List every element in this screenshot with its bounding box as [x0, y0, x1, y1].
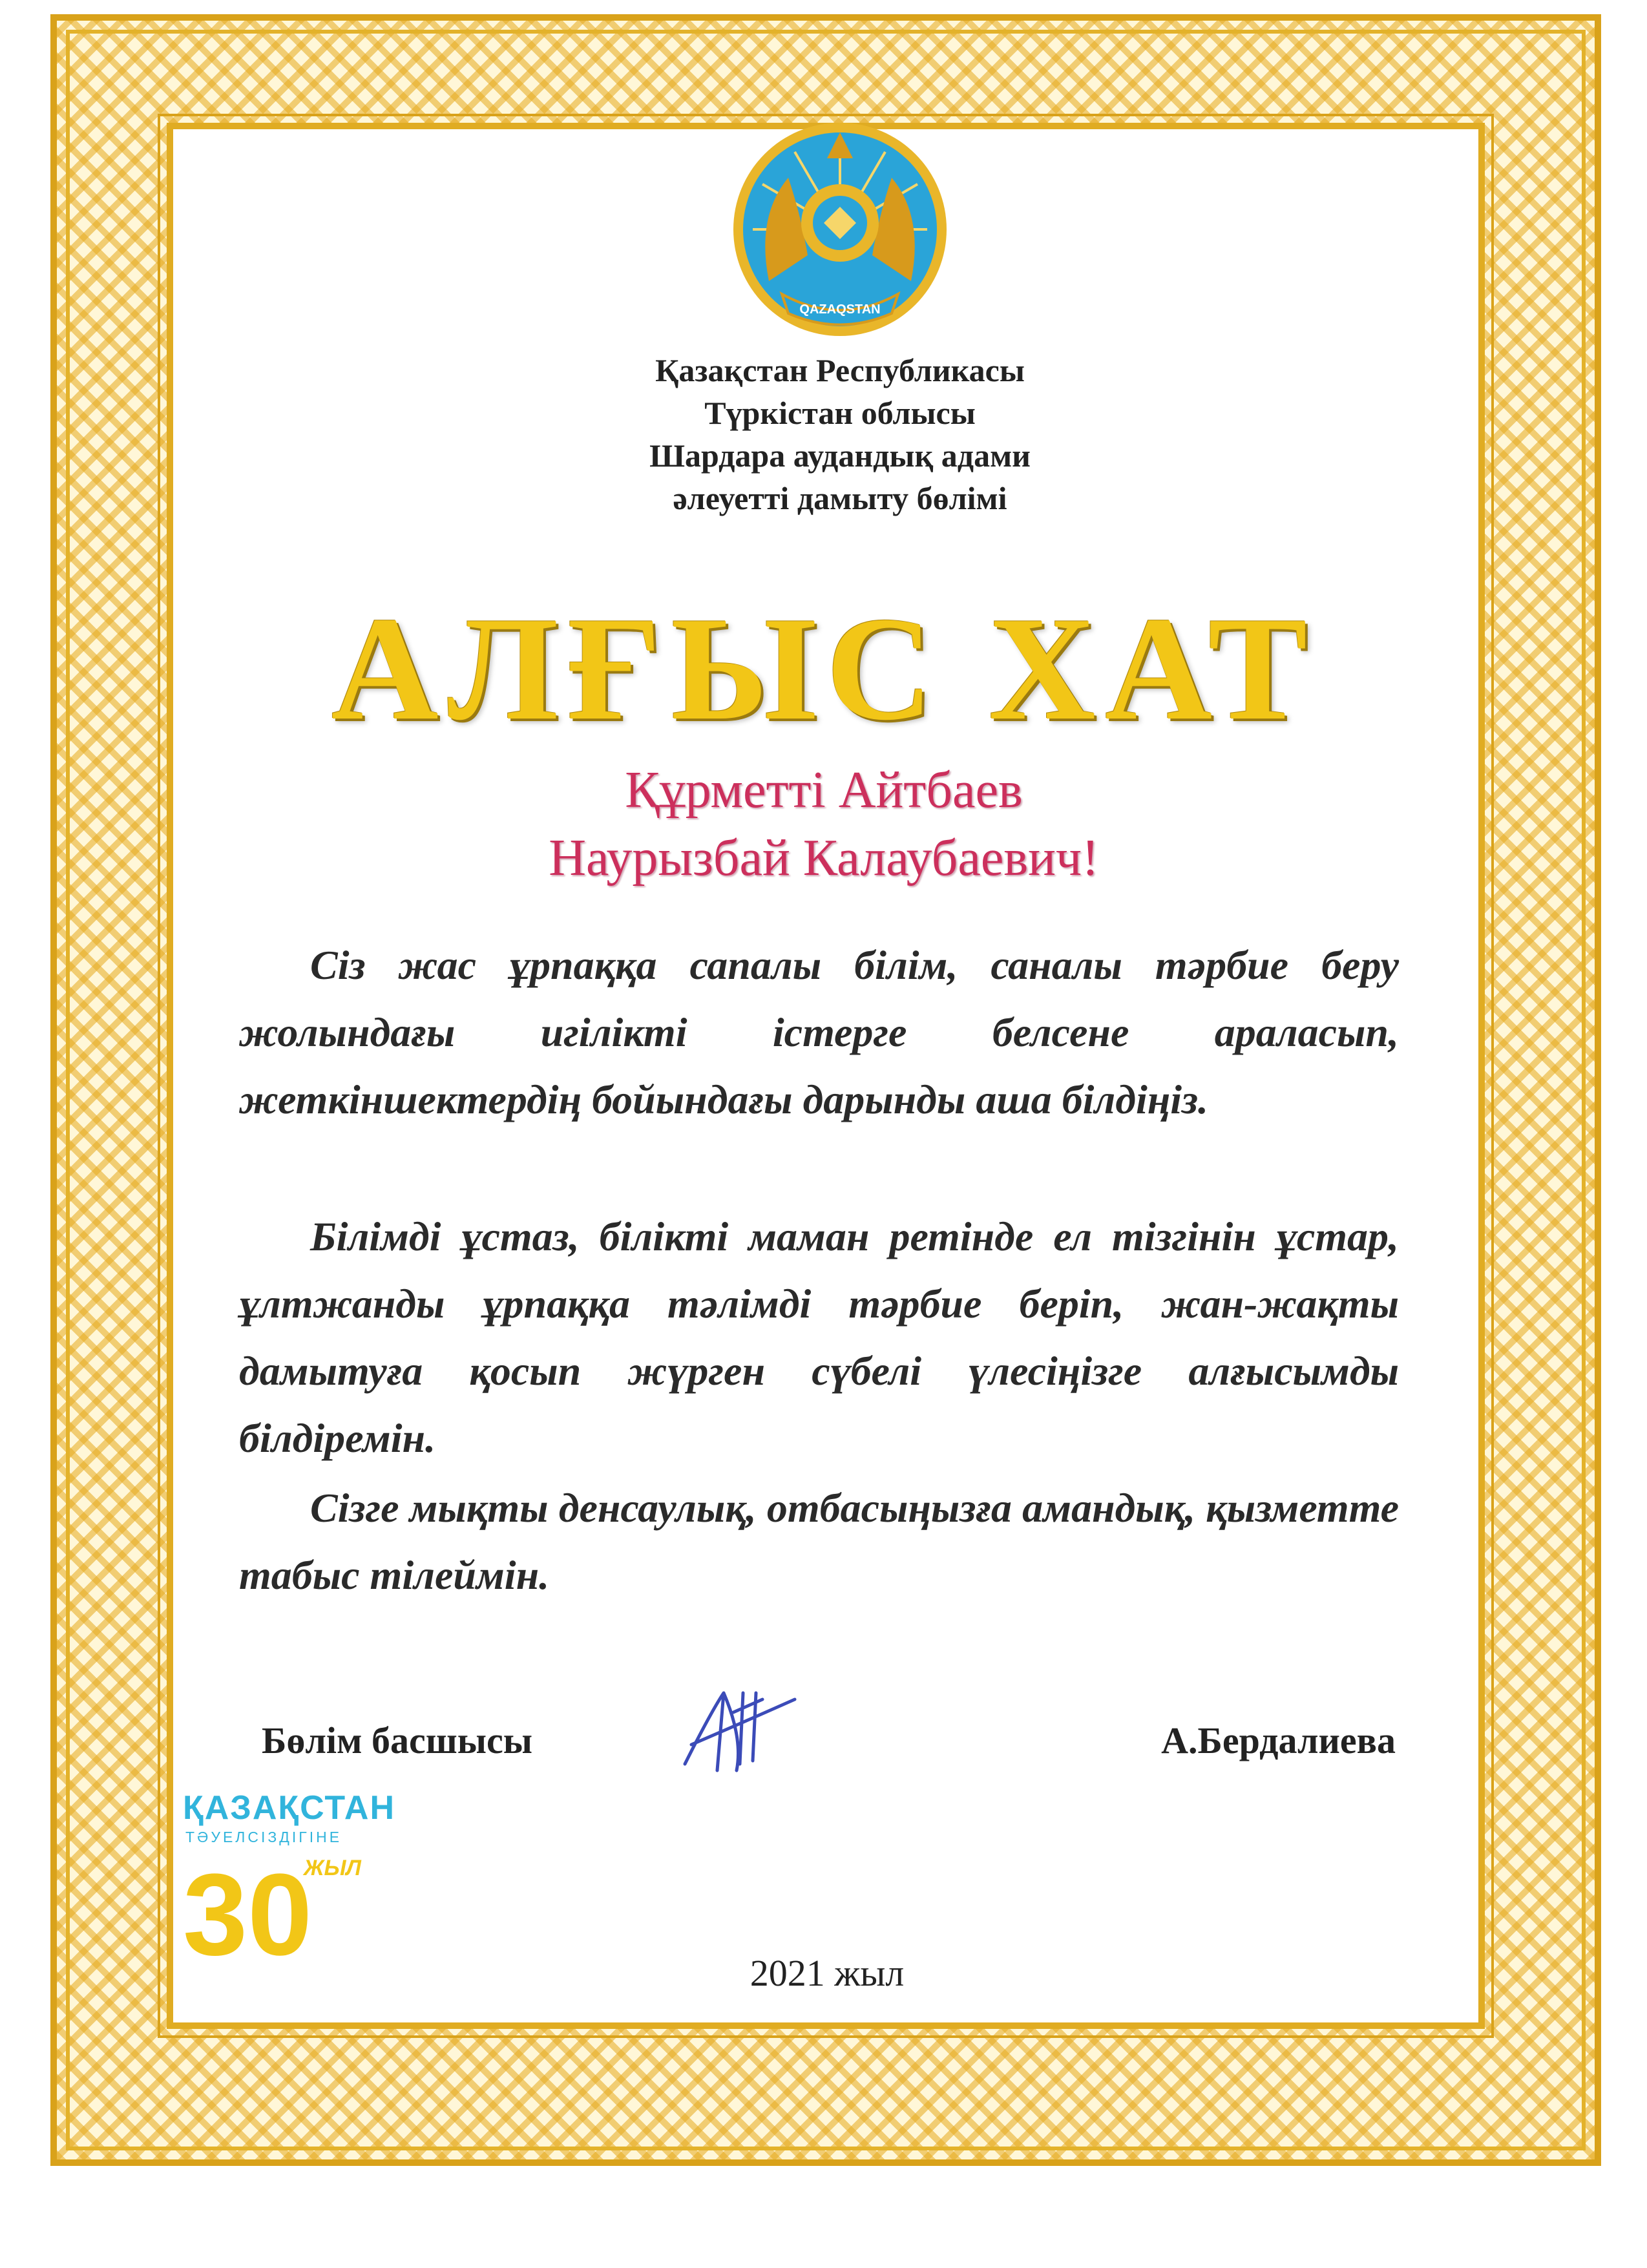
document-date: 2021 жыл — [750, 1952, 905, 1994]
document-title: АЛҒЫС ХАТ — [331, 586, 1317, 751]
logo-number: 30 — [183, 1850, 313, 1977]
org-line-1: Қазақстан Республикасы — [655, 352, 1025, 388]
handwritten-signature — [672, 1674, 801, 1783]
body-paragraph-1: Сіз жас ұрпаққа сапалы білім, саналы тәрбие беру жолындағы игілікті істерге белсене араласып, жеткіншектердің бойындағы дарынды аша білдіңіз. — [239, 942, 1399, 1122]
signer-name: А.Бердалиева — [1161, 1719, 1396, 1761]
emblem-ribbon-text: QAZAQSTAN — [799, 302, 881, 317]
salutation-line-1: Құрметті Айтбаев — [625, 762, 1023, 819]
signer-position: Бөлім басшысы — [262, 1719, 533, 1761]
salutation-line-2: Наурызбай Калаубаевич! — [549, 830, 1099, 887]
org-line-3: Шардара аудандық адами — [649, 437, 1031, 474]
logo-unit: ЖЫЛ — [304, 1856, 361, 1880]
body-paragraph-3: Сізге мықты денсаулық, отбасыңызға амандық, қызметте табыс тілеймін. — [239, 1485, 1399, 1598]
org-line-2: Түркістан облысы — [704, 395, 976, 431]
logo-title: ҚАЗАҚСТАН — [183, 1789, 396, 1827]
logo-subtitle: ТӘУЕЛСІЗДІГІНЕ — [185, 1829, 342, 1845]
org-line-4: әлеуетті дамыту бөлімі — [673, 480, 1007, 516]
body-paragraph-2: Білімді ұстаз, білікті маман ретінде ел тізгінін ұстар, ұлтжанды ұрпаққа тәлімді тәрбие беріп, жан-жақты дамытуға қосып жүрген сүбелі үлесіңізге алғысымды білдіремін. — [239, 1213, 1399, 1461]
kazakhstan-state-emblem-icon — [730, 120, 950, 339]
